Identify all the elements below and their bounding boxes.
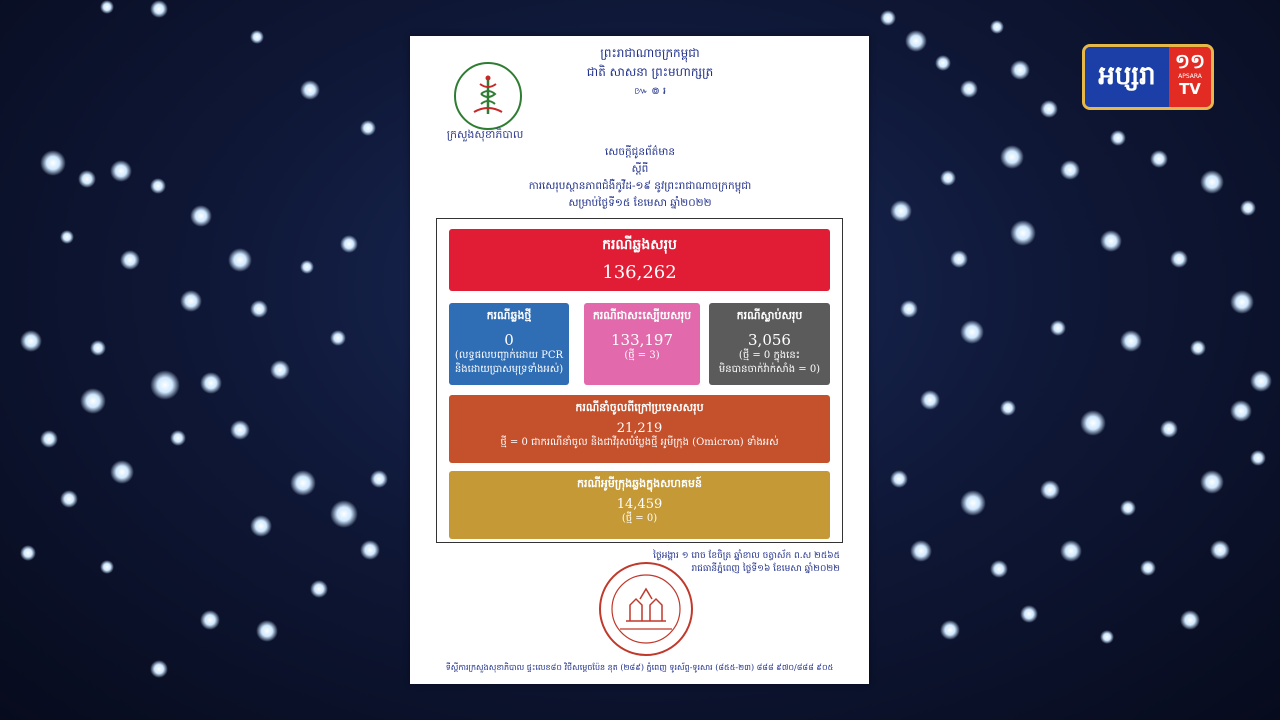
channel-logo-tv: TV [1179,80,1201,98]
imported-cases-card [449,395,830,463]
light-dot [1000,400,1016,416]
channel-logo [1082,44,1214,110]
kingdom-title: ព្រះរាជាណាចក្រកម្ពុជា [600,46,700,60]
channel-logo-badge [1169,47,1211,107]
recovered-value: 133,197 [610,331,674,349]
light-dot [1060,540,1082,562]
light-dot [1040,480,1060,500]
total-cases-value: 136,262 [602,262,677,283]
light-dot [110,460,134,484]
ministry-logo [454,62,522,130]
light-dot [1080,410,1106,436]
light-dot [905,30,927,52]
deaths-value: 3,056 [748,331,791,349]
channel-logo-brand: APSARA [1178,73,1202,80]
light-dot [1050,320,1066,336]
light-dot [1230,400,1252,422]
deaths-card [709,303,830,385]
imported-cases-value: 21,219 [616,421,663,436]
light-dot [1140,560,1156,576]
light-dot [60,490,78,508]
light-dot [960,320,984,344]
imported-cases-label: ករណីនាំចូលពីក្រៅប្រទេសសរុប [575,401,704,414]
light-dot [100,560,114,574]
light-dot [1100,630,1114,644]
light-dot [228,248,252,272]
kingdom-header [530,44,770,101]
recovered-note: (ថ្មី = 3) [624,350,660,361]
light-dot [150,0,168,18]
footer-address: ទីស្តីការក្រសួងសុខាភិបាល ផ្ទះលេខ៨០ វិថីសម្តេចប៉ែន នុត (២៨៩) ភ្នំពេញ ទូរស័ព្ទ-ទូរសារ (៨៥៥-២៣) ៨៨៨ ៩៧០/៨៨៨ ៩០៥ [445,663,834,672]
light-dot [360,540,380,560]
new-cases-value: 0 [504,331,514,349]
community-omicron-card [449,471,830,539]
total-cases-label: ករណីឆ្លងសរុប [602,237,677,253]
light-dot [880,10,896,26]
light-dot [230,420,250,440]
light-dot [1000,145,1024,169]
recovered-card [584,303,700,385]
light-dot [90,340,106,356]
light-dot [960,490,986,516]
light-dot [290,470,316,496]
light-dot [370,470,388,488]
light-dot [900,300,918,318]
community-omicron-value: 14,459 [616,497,663,512]
light-dot [190,205,212,227]
light-dot [990,20,1004,34]
light-dot [940,170,956,186]
light-dot [100,0,114,14]
light-dot [910,540,932,562]
light-dot [110,160,132,182]
light-dot [1200,170,1224,194]
national-motto: ជាតិ សាសនា ព្រះមហាក្សត្រ [586,65,714,79]
light-dot [890,200,912,222]
light-dot [1010,60,1030,80]
light-dot [1160,420,1178,438]
total-cases-card [449,229,830,291]
light-dot [1230,290,1254,314]
light-dot [200,372,222,394]
community-omicron-label: ករណីអូមីក្រុងឆ្លងក្នុងសហគមន៍ [577,477,702,490]
light-dot [250,515,272,537]
light-dot [890,470,908,488]
light-dot [1060,160,1080,180]
new-cases-label: ករណីឆ្លងថ្មី [486,309,532,322]
press-title-block [470,144,810,212]
light-dot [1240,200,1256,216]
light-dot [940,620,960,640]
light-dot [310,580,328,598]
light-dot [20,545,36,561]
light-dot [40,150,66,176]
light-dot [1180,610,1200,630]
recovered-label: ករណីជាសះស្បើយសរុប [592,309,692,322]
light-dot [330,500,358,528]
light-dot [340,235,358,253]
light-dot [78,170,96,188]
light-dot [330,330,346,346]
light-dot [960,80,978,98]
light-dot [360,120,376,136]
light-dot [1150,150,1168,168]
light-dot [1250,450,1266,466]
new-cases-note: និងដោយប្រាសមុទ្រទាំងអស់) [454,364,564,375]
press-about: ស្តីពី [631,163,649,175]
light-dot [200,610,220,630]
light-dot [990,560,1008,578]
ornament: ៚ ៙ ៛ [634,86,666,97]
press-subject: ការសេរុបស្ថានភាពជំងឺកូវីដ-១៩ នូវព្រះរាជាណាចក្រកម្ពុជា [528,180,752,192]
light-dot [1040,100,1058,118]
community-omicron-note: (ថ្មី = 0) [621,513,658,524]
lunar-date: ថ្ងៃអង្គារ ១ រោច ខែចិត្រ ឆ្នាំខាល ចត្វាស័ក ព.ស ២៥៦៥ [653,551,840,561]
light-dot [1120,330,1142,352]
light-dot [1020,605,1038,623]
deaths-label: ករណីស្លាប់សរុប [736,309,803,322]
light-dot [950,250,968,268]
light-dot [1110,130,1126,146]
light-dot [60,230,74,244]
light-dot [1170,250,1188,268]
light-dot [1010,220,1036,246]
light-dot [250,30,264,44]
light-dot [1250,370,1272,392]
ministry-name: ក្រសួងសុខាភិបាល [446,128,524,141]
imported-cases-note: ថ្មី = 0 ជាករណីនាំចូល និងជាវីរុសបំប្លែងថ្មី អូមីក្រុង (Omicron) ទាំងអស់ [500,437,779,448]
caduceus-icon [470,74,506,116]
light-dot [80,388,106,414]
light-dot [920,390,940,410]
light-dot [256,620,278,642]
new-cases-card [449,303,569,385]
light-dot [150,178,166,194]
press-heading: សេចក្តីជូនព័ត៌មាន [605,146,675,158]
deaths-note: (ថ្មី = 0 ក្នុងនេះ [738,350,801,361]
ministry-seal-stamp [596,559,696,659]
light-dot [20,330,42,352]
light-dot [180,290,202,312]
light-dot [1200,470,1224,494]
light-dot [250,300,268,318]
light-dot [170,430,186,446]
press-date: សម្រាប់ថ្ងៃទី១៥ ខែមេសា ឆ្នាំ២០២២ [568,197,712,209]
light-dot [1100,230,1122,252]
light-dot [270,360,290,380]
channel-logo-khmer-name: អប្សរា [1085,47,1169,107]
new-cases-note: (លទ្ធផលបញ្ជាក់ដោយ PCR [454,350,564,361]
light-dot [150,370,180,400]
light-dot [935,55,951,71]
press-release-document [410,36,869,684]
light-dot [150,660,168,678]
stats-panel [436,218,843,543]
light-dot [1210,540,1230,560]
light-dot [1190,340,1206,356]
light-dot [1120,500,1136,516]
place-date: រាជធានីភ្នំពេញ ថ្ងៃទី១៦ ខែមេសា ឆ្នាំ២០២២ [691,564,840,574]
light-dot [40,430,58,448]
deaths-note: មិនបានចាក់វ៉ាក់សាំង = 0) [718,364,821,375]
light-dot [120,250,140,270]
channel-logo-number: ១១ [1174,49,1206,73]
light-dot [300,80,320,100]
light-dot [300,260,314,274]
